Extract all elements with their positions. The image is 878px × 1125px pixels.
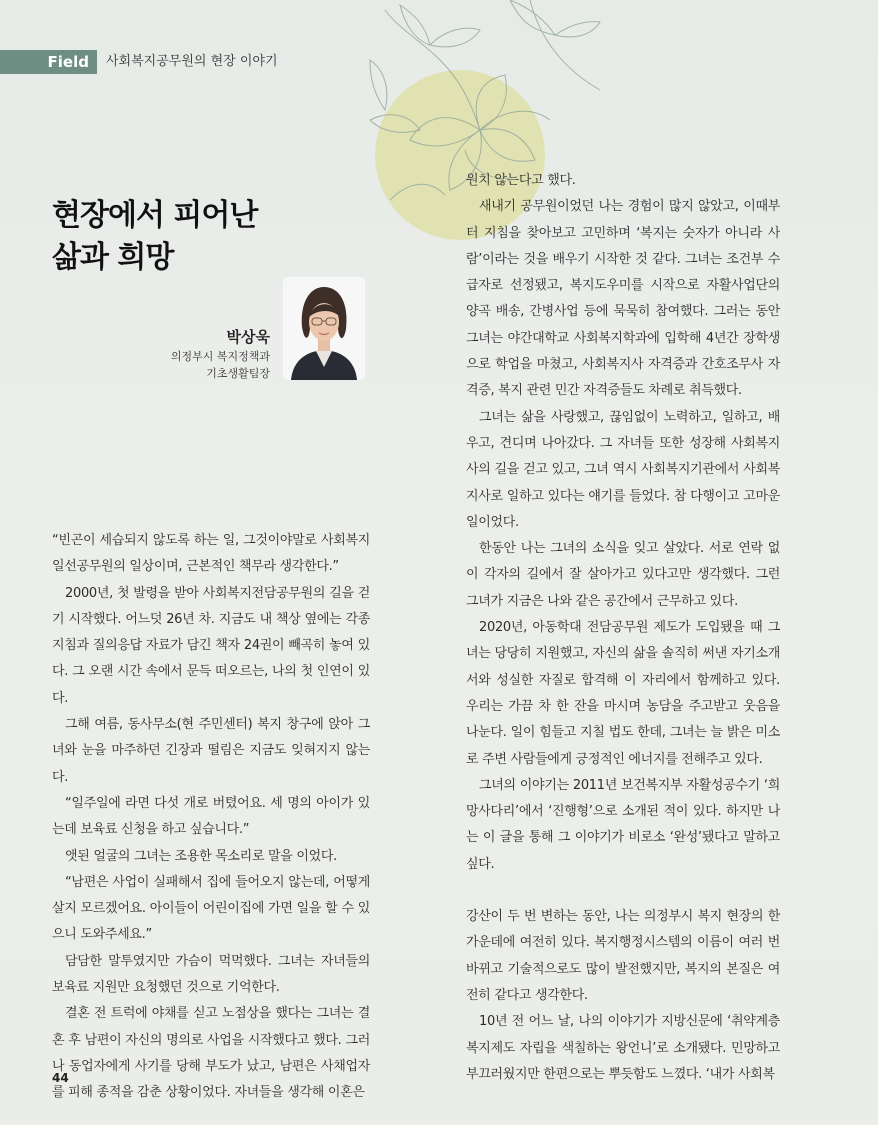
body-paragraph: 앳된 얼굴의 그녀는 조용한 목소리로 말을 이었다. bbox=[65, 848, 337, 864]
body-paragraph: 원치 않는다고 했다. bbox=[466, 173, 576, 188]
title-line-2: 삶과 희망 bbox=[52, 240, 174, 275]
title-line-1: 현장에서 피어난 bbox=[52, 198, 258, 233]
body-paragraph: 강산이 두 번 변하는 동안, 나는 의정부시 복지 현장의 한 가운데에 여전히 있다. 복지행정시스템의 이름이 여러 번 바뀌고 기술적으로도 많이 발전했지만, 복지의 본질은 여전히 같다고 생각한다. bbox=[466, 909, 780, 1003]
author-role bbox=[171, 348, 270, 382]
body-paragraph: 2000년, 첫 발령을 받아 사회복지전담공무원의 길을 걷기 시작했다. 어느덧 26년 차. 지금도 내 책상 옆에는 각종 지침과 질의응답 자료가 담긴 책자 24권이 빼곡히 놓여 있다. 그 오랜 시간 속에서 문득 떠오르는, 나의 첫 인연이 있다. bbox=[52, 585, 370, 706]
body-paragraph: 새내기 공무원이었던 나는 경험이 많지 않았고, 이때부터 지침을 찾아보고 고민하며 ‘복지는 숫자가 아니라 사람’이라는 것을 배우기 시작한 것 같다. 그녀는 조건부 수급자로 선정됐고, 복지도우미를 시작으로 자활사업단의 양곡 배송, 간병사업 등에 묵묵히 참여했다. 그러는 동안 그녀는 야간대학교 사회복지학과에 입학해 4년간 장학생으로 학업을 마쳤고, 사회복지사 자격증과 간호조무사 자격증, 복지 관련 민간 자격증들도 차례로 취득했다. bbox=[466, 199, 780, 399]
body-paragraph: “남편은 사업이 실패해서 집에 들어오지 않는데, 어떻게 살지 모르겠어요. 아이들이 어린이집에 가면 일을 할 수 있으니 도와주세요.” bbox=[52, 874, 370, 943]
body-paragraph: 담담한 말투였지만 가슴이 먹먹했다. 그녀는 자녀들의 보육료 지원만 요청했던 것으로 기억한다. bbox=[52, 953, 370, 996]
article-body-right-column bbox=[466, 168, 780, 1088]
page-number: 44 bbox=[52, 1071, 69, 1085]
section-title: 사회복지공무원의 현장 이야기 bbox=[106, 54, 278, 69]
body-paragraph: 그녀의 이야기는 2011년 보건복지부 자활성공수기 ‘희망사다리’에서 ‘진행형’으로 소개된 적이 있다. 하지만 나는 이 글을 통해 그 이야기가 비로소 ‘완성’됐다고 말하고 싶다. bbox=[466, 777, 780, 872]
article-title bbox=[52, 195, 257, 279]
body-paragraph: 그녀는 삶을 사랑했고, 끊임없이 노력하고, 일하고, 배우고, 견디며 나아갔다. 그 자녀들 또한 성장해 사회복지사의 길을 걷고 있고, 그녀 역시 사회복지기관에서 사회복지사로 일하고 있다는 얘기를 들었다. 참 다행이고 고마운 일이었다. bbox=[466, 409, 780, 530]
body-paragraph: 2020년, 아동학대 전담공무원 제도가 도입됐을 때 그녀는 당당히 지원했고, 자신의 삶을 솔직히 써낸 자기소개서와 성실한 자질로 합격해 이 자리에서 함께하고 있다. 우리는 가끔 차 한 잔을 마시며 농담을 주고받고 웃음을 나눈다. 일이 힘들고 지칠 법도 한데, 그녀는 늘 밝은 미소로 주변 사람들에게 긍정적인 에너지를 전해주고 있다. bbox=[466, 620, 780, 767]
author-position: 기초생활팀장 bbox=[206, 367, 270, 380]
body-paragraph: 결혼 전 트럭에 야채를 싣고 노점상을 했다는 그녀는 결혼 후 남편이 자신의 명의로 사업을 시작했다고 했다. 그러나 동업자에게 사기를 당해 부도가 났고, 남편은 사채업자를 피해 종적을 감춘 상황이었다. 자녀들을 생각해 이혼은 bbox=[52, 1006, 370, 1101]
body-paragraph: “빈곤이 세습되지 않도록 하는 일, 그것이야말로 사회복지 일선공무원의 일상이며, 근본적인 책무라 생각한다.” bbox=[52, 533, 370, 575]
body-paragraph: 그해 여름, 동사무소(현 주민센터) 복지 창구에 앉아 그녀와 눈을 마주하던 긴장과 떨림은 지금도 잊혀지지 않는다. bbox=[52, 717, 370, 785]
body-paragraph: 10년 전 어느 날, 나의 이야기가 지방신문에 ‘취약계층 복지제도 자립을 색칠하는 왕언니’로 소개됐다. 민망하고 부끄러웠지만 한편으로는 뿌듯함도 느꼈다. ‘내가 사회복 bbox=[466, 1014, 780, 1082]
section-tag: Field bbox=[0, 50, 97, 74]
article-body-left-column bbox=[52, 528, 370, 1107]
body-paragraph: “일주일에 라면 다섯 개로 버텼어요. 세 명의 아이가 있는데 보육료 신청을 하고 싶습니다.” bbox=[52, 795, 370, 838]
author-photo bbox=[283, 277, 365, 380]
author-department: 의정부시 복지정책과 bbox=[170, 350, 270, 363]
author-name: 박상욱 bbox=[226, 328, 270, 346]
body-paragraph: 한동안 나는 그녀의 소식을 잊고 살았다. 서로 연락 없이 각자의 길에서 잘 살아가고 있다고만 생각했다. 그런 그녀가 지금은 나와 같은 공간에서 근무하고 있다. bbox=[466, 541, 780, 609]
